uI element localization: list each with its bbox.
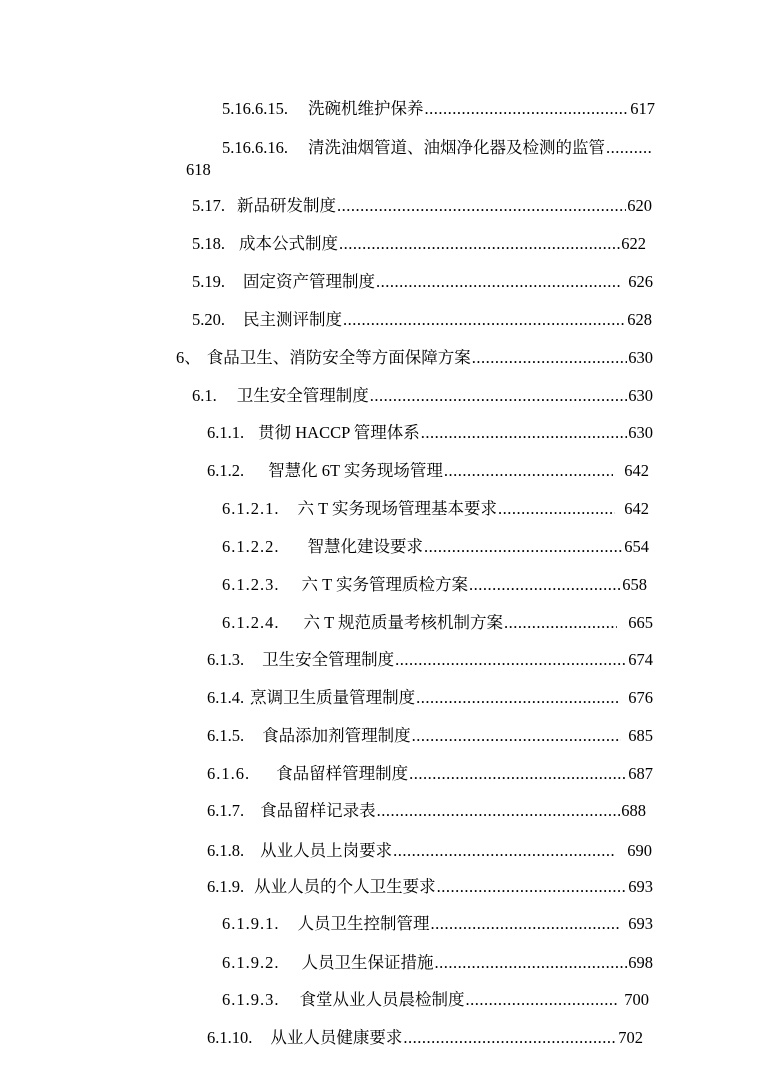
toc-entry-page: 674 (628, 650, 653, 669)
toc-leader-dots (424, 537, 623, 557)
toc-entry[interactable] (207, 839, 652, 861)
toc-entry-title: 六 T 规范质量考核机制方案 (303, 613, 504, 632)
toc-entry-page: 630 (628, 386, 653, 405)
toc-entry-number: 6.1.9.2. (222, 953, 280, 972)
toc-entry-page: 618 (186, 160, 211, 179)
toc-entry-title: 食品留样管理制度 (276, 764, 409, 783)
toc-leader-dots (466, 990, 620, 1010)
toc-entry-title: 卫生安全管理制度 (262, 650, 395, 669)
toc-entry-number: 5.16.6.16. (222, 138, 288, 157)
toc-entry-page: 693 (628, 914, 653, 933)
toc-entry-number: 6.1.9.3. (222, 990, 280, 1009)
toc-entry[interactable] (222, 912, 653, 934)
toc-leader-dots (444, 461, 613, 481)
toc-entry[interactable] (222, 497, 649, 519)
toc-entry-number: 6.1.9.1. (222, 914, 280, 933)
toc-leader-dots (403, 1028, 617, 1048)
toc-entry-number: 6.1.5. (207, 726, 245, 745)
toc-entry-title: 智慧化建设要求 (307, 537, 423, 556)
toc-entry-number: 6.1.4. (207, 688, 245, 707)
toc-leader-dots (437, 877, 628, 897)
toc-entry-page: 620 (627, 196, 652, 215)
toc-entry-page: 642 (624, 499, 649, 518)
toc-entry-page: 630 (628, 423, 653, 442)
toc-entry-title: 食品卫生、消防安全等方面保障方案 (206, 348, 471, 367)
toc-entry-page: 665 (628, 613, 653, 632)
toc-leader-dots (606, 138, 653, 158)
toc-entry-title: 固定资产管理制度 (243, 272, 375, 291)
toc-entry-page: 626 (628, 272, 653, 291)
toc-entry-title: 新品研发制度 (237, 196, 336, 215)
toc-leader-dots (425, 99, 630, 119)
toc-entry-number: 6.1.2.2. (222, 537, 280, 556)
toc-entry-title: 六 T 实务管理质检方案 (301, 575, 469, 594)
toc-entry-number: 6.1.3. (207, 650, 245, 669)
toc-entry-page: 690 (627, 841, 652, 860)
toc-entry-title: 清洗油烟管道、油烟净化器及检测的监管 (308, 138, 605, 157)
toc-entry-title: 贯彻 HACCP 管理体系 (258, 423, 420, 442)
toc-entry-title: 烹调卫生质量管理制度 (250, 688, 416, 707)
toc-entry-number: 6.1.9. (207, 877, 245, 896)
toc-entry[interactable] (192, 384, 653, 406)
toc-entry[interactable] (207, 762, 653, 784)
toc-entry[interactable] (207, 459, 649, 481)
toc-leader-dots (339, 234, 620, 254)
toc-entry-title: 食品添加剂管理制度 (262, 726, 411, 745)
toc-entry-page: 693 (628, 877, 653, 896)
toc-entry-number: 6.1.10. (207, 1028, 253, 1047)
toc-leader-dots (370, 386, 628, 406)
toc-entry-number: 6.1.2.3. (222, 575, 280, 594)
toc-entry[interactable] (207, 1026, 643, 1048)
toc-leader-dots (337, 196, 626, 216)
toc-entry-number: 5.20. (192, 310, 225, 329)
toc-entry-number: 6.1.6. (207, 764, 251, 783)
toc-entry-page: 622 (621, 234, 646, 253)
toc-entry[interactable] (222, 988, 649, 1010)
toc-entry[interactable] (222, 535, 649, 557)
toc-entry-number: 5.19. (192, 272, 225, 291)
toc-entry-page: 687 (628, 764, 653, 783)
toc-entry-title: 食堂从业人员晨检制度 (299, 990, 465, 1009)
toc-entry[interactable] (207, 724, 653, 746)
toc-entry-page: 654 (624, 537, 649, 556)
toc-entry-title: 人员卫生控制管理 (297, 914, 430, 933)
toc-entry-number: 6.1.1. (207, 423, 245, 442)
toc-entry-title: 六 T 实务现场管理基本要求 (297, 499, 498, 518)
toc-entry-number: 6.1.2. (207, 461, 245, 480)
toc-entry-title: 成本公式制度 (239, 234, 338, 253)
toc-leader-dots (498, 499, 615, 519)
toc-leader-dots (376, 272, 621, 292)
toc-entry-page: 658 (622, 575, 647, 594)
toc-entry[interactable] (222, 611, 653, 633)
toc-leader-dots (416, 688, 619, 708)
toc-entry[interactable] (207, 648, 653, 670)
toc-entry-title: 洗碗机维护保养 (308, 99, 424, 118)
toc-entry-page: 685 (628, 726, 653, 745)
toc-entry-number: 5.17. (192, 196, 225, 215)
toc-entry[interactable] (222, 951, 653, 973)
toc-entry[interactable] (222, 573, 647, 595)
toc-entry-number: 5.18. (192, 234, 225, 253)
toc-entry-page: 676 (628, 688, 653, 707)
toc-leader-dots (412, 726, 622, 746)
toc-leader-dots (504, 613, 617, 633)
toc-entry-title: 卫生安全管理制度 (236, 386, 369, 405)
toc-entry-title: 食品留样记录表 (260, 801, 376, 820)
toc-leader-dots (395, 650, 627, 670)
toc-leader-dots (377, 801, 621, 821)
toc-entry[interactable] (192, 194, 652, 216)
toc-entry[interactable] (222, 136, 654, 158)
toc-entry-title: 从业人员上岗要求 (260, 841, 393, 860)
toc-entry[interactable] (207, 686, 653, 708)
toc-entry[interactable] (207, 875, 653, 897)
toc-leader-dots (409, 764, 627, 784)
toc-entry-number: 6.1. (192, 386, 217, 405)
toc-entry-page: 630 (628, 348, 653, 367)
toc-leader-dots (431, 914, 620, 934)
toc-entry-number: 6.1.2.1. (222, 499, 280, 518)
toc-entry-number: 5.16.6.15. (222, 99, 288, 118)
toc-entry-title: 智慧化 6T 实务现场管理 (268, 461, 443, 480)
toc-entry-page: 698 (628, 953, 653, 972)
toc-entry[interactable] (192, 270, 653, 292)
toc-entry-number: 6、 (176, 348, 201, 367)
toc-leader-dots (435, 953, 628, 973)
toc-entry-page: 702 (618, 1028, 643, 1047)
toc-leader-dots (343, 310, 626, 330)
toc-entry-page: 628 (627, 310, 652, 329)
toc-leader-dots (393, 841, 616, 861)
toc-entry-number: 6.1.8. (207, 841, 245, 860)
toc-leader-dots (469, 575, 621, 595)
toc-entry[interactable] (222, 97, 655, 119)
toc-entry-page: 642 (624, 461, 649, 480)
toc-entry-title: 人员卫生保证措施 (301, 953, 434, 972)
toc-entry-title: 从业人员的个人卫生要求 (254, 877, 436, 896)
toc-entry-page: 688 (621, 801, 646, 820)
toc-entry[interactable] (207, 799, 646, 821)
toc-entry[interactable] (192, 308, 652, 330)
toc-entry-page: 617 (630, 99, 655, 118)
toc-entry[interactable] (207, 421, 653, 443)
toc-entry-page: 700 (624, 990, 649, 1009)
toc-entry-number: 6.1.2.4. (222, 613, 280, 632)
toc-entry[interactable] (192, 232, 646, 254)
toc-entry-title: 从业人员健康要求 (270, 1028, 403, 1047)
toc-entry-title: 民主测评制度 (243, 310, 342, 329)
toc-entry[interactable] (176, 346, 653, 368)
toc-leader-dots (472, 348, 628, 368)
toc-entry-number: 6.1.7. (207, 801, 245, 820)
toc-leader-dots (421, 423, 627, 443)
